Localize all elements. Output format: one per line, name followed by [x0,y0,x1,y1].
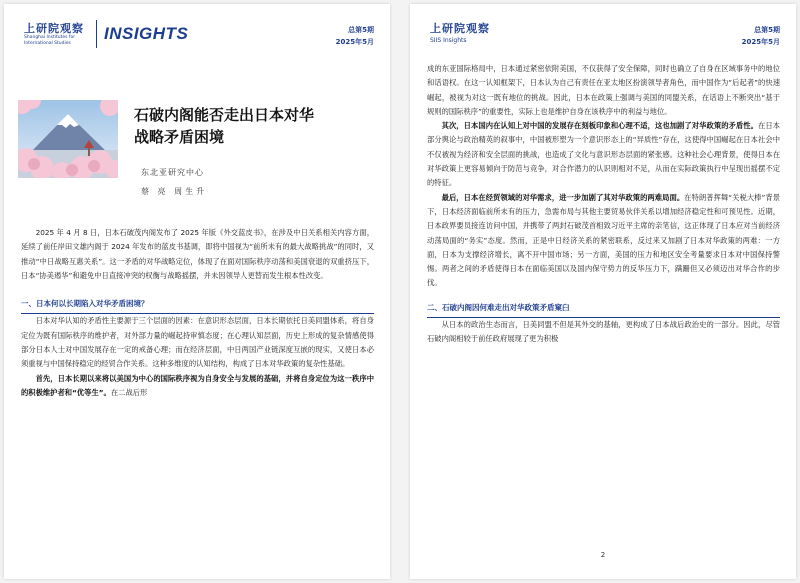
page-header-right [422,18,784,52]
paragraph-intro: 2025 年 4 月 8 日，日本石破茂内阁发布了 2025 年版《外交蓝皮书》，在涉及中日关系相关内容方面，延续了前任岸田文雄内阁于 2024 年发布的蓝皮书基调，即将中国视为“前所未有的最大战略挑战”的同时，又推动“中日战略互惠关系”。这一矛盾的对华战略定位，体现了在面对国际秩序动荡和美国衰退的双重挤压下，日本“协美遏华”和避免中日直接冲突的权衡与战略摇摆，并未因领导人更替而发生根本性改变。 [21,228,374,280]
paragraph-second [427,119,780,190]
issue-date-right: 2025年5月 [741,38,780,46]
paragraph-second-bold: 其次，日本国内在认知上对中国的发展存在刻板印象和心理不适，这也加剧了对华政策的矛盾性。 [441,121,758,131]
section-heading-2: 二、石破内阁因何难走出对华政策矛盾窠臼 [427,301,780,318]
logo-english: Shanghai Institutes for International Studies [24,35,76,46]
paragraph-second-rest: 在日本部分舆论与政治精英的叙事中，中国被形塑为一个意识形态上的“异质性”存在，这使得中国崛起在日本社会中不仅被视为经济和安全层面的挑战，也造成了文化与意识形态层面的紧张感。这种社会心理背景，使得日本在对华政策上更容易倾向于防范与竞争，对合作潜力的认识则相对不足，从而在实际政策执行中呈现出摇摆不定的特征。 [427,121,780,188]
logo-divider [96,20,97,48]
paragraph-first-bold: 首先，日本长期以来将以美国为中心的国际秩序视为自身安全与发展的基础，并将自身定位为这一秩序中的积极维护者和“优等生”。 [21,373,374,397]
issue-info-right [742,24,780,48]
paragraph-last-rest: 在特朗普挥舞“关税大棒”背景下，日本经济面临前所未有的压力，急需布局与其他主要贸易伙伴关系以增加经济稳定性和可预见性。近期，日本政界要员接连访问中国，并携带了两封石破茂首相致习近平主席的亲笔信，这正体现了日本应对当前经济动荡局面的“务实”态度。然而，正是中日经济关系的紧密联系，反过来又加剧了日本对华政策的两难：一方面，日本为支撑经济增长，离不开中国市场；另一方面，美国的压力和地区安全考量要求日本对中国保持警惕。两者之间的矛盾使得日本在面临美国以及国内保守势力的反华压力下，蹒跚但又必须迈出对华合作的步伐。 [427,192,780,288]
title-line-2: 战略矛盾困境 [134,128,225,146]
page-number: 2 [600,551,606,559]
logo-chinese-right: 上研院观察 [430,22,490,35]
article-title [134,104,374,148]
paragraph-last-bold: 最后，日本在经贸领域的对华需求，进一步加剧了其对华政策的两难局面。 [441,192,685,202]
issue-number-right: 总第5期 [754,26,780,34]
paragraph-first [21,372,374,401]
insights-wordmark: INSIGHTS [104,24,189,43]
logo-chinese: 上研院观察 [24,22,84,35]
right-body [427,62,780,347]
left-body [21,226,374,400]
title-line-1: 石破内阁能否走出日本对华 [134,106,315,124]
paragraph-continued: 成的东亚国际格局中，日本通过紧密依附美国，不仅获得了安全保障，同时也确立了自身在区域事务中的地位和话语权。在这一认知框架下，日本认为自己有责任在亚太地区扮演领导者角色，而中国作为“后起者”的快速崛起，被视为对这一既有地位的挑战。因此，日本在政策上强调与美国的同盟关系，在话语上不断突出“基于规则的国际秩序”的重要性，实际上也是维护自身在该秩序中的利益与地位。 [427,64,780,116]
paragraph-factors: 日本对华认知的矛盾性主要源于三个层面的因素：在意识形态层面，日本长期依托日美同盟体系，将自身定位为既有国际秩序的维护者，对外部力量的崛起持审慎态度；在心理认知层面，历史上形成的复杂情感使得部分日本人士对中国发展存在一定的戒备心理；而在经济层面，中日两国产业链深度互嵌的现实，又使日本必须重视与中国保持稳定的经贸合作关系。这种多维度的认知结构，构成了日本对华政策的复杂性基础。 [21,316,374,369]
paragraph-first-rest: 在二战后形 [110,387,148,397]
page-header [16,18,378,52]
page-right [410,4,796,579]
logo-english-right: SIIS Insights [430,37,467,44]
author-organization: 东北亚研究中心 [141,168,204,177]
section-heading-1: 一、日本何以长期陷入对华矛盾困境？ [21,297,374,314]
paragraph-politics: 从日本的政治生态而言，日美同盟不但是其外交的基轴，更构成了日本战后政治史的一部分。因此，尽管石破内阁相较于前任政府展现了更为积极 [427,320,780,344]
issue-info [336,24,374,48]
hero-image-mount-fuji [18,100,118,178]
issue-date: 2025年5月 [335,38,374,46]
paragraph-last [427,191,780,291]
issue-number: 总第5期 [348,26,374,34]
page-left [4,4,390,579]
author-names: 蔡 亮 周生升 [141,187,208,196]
